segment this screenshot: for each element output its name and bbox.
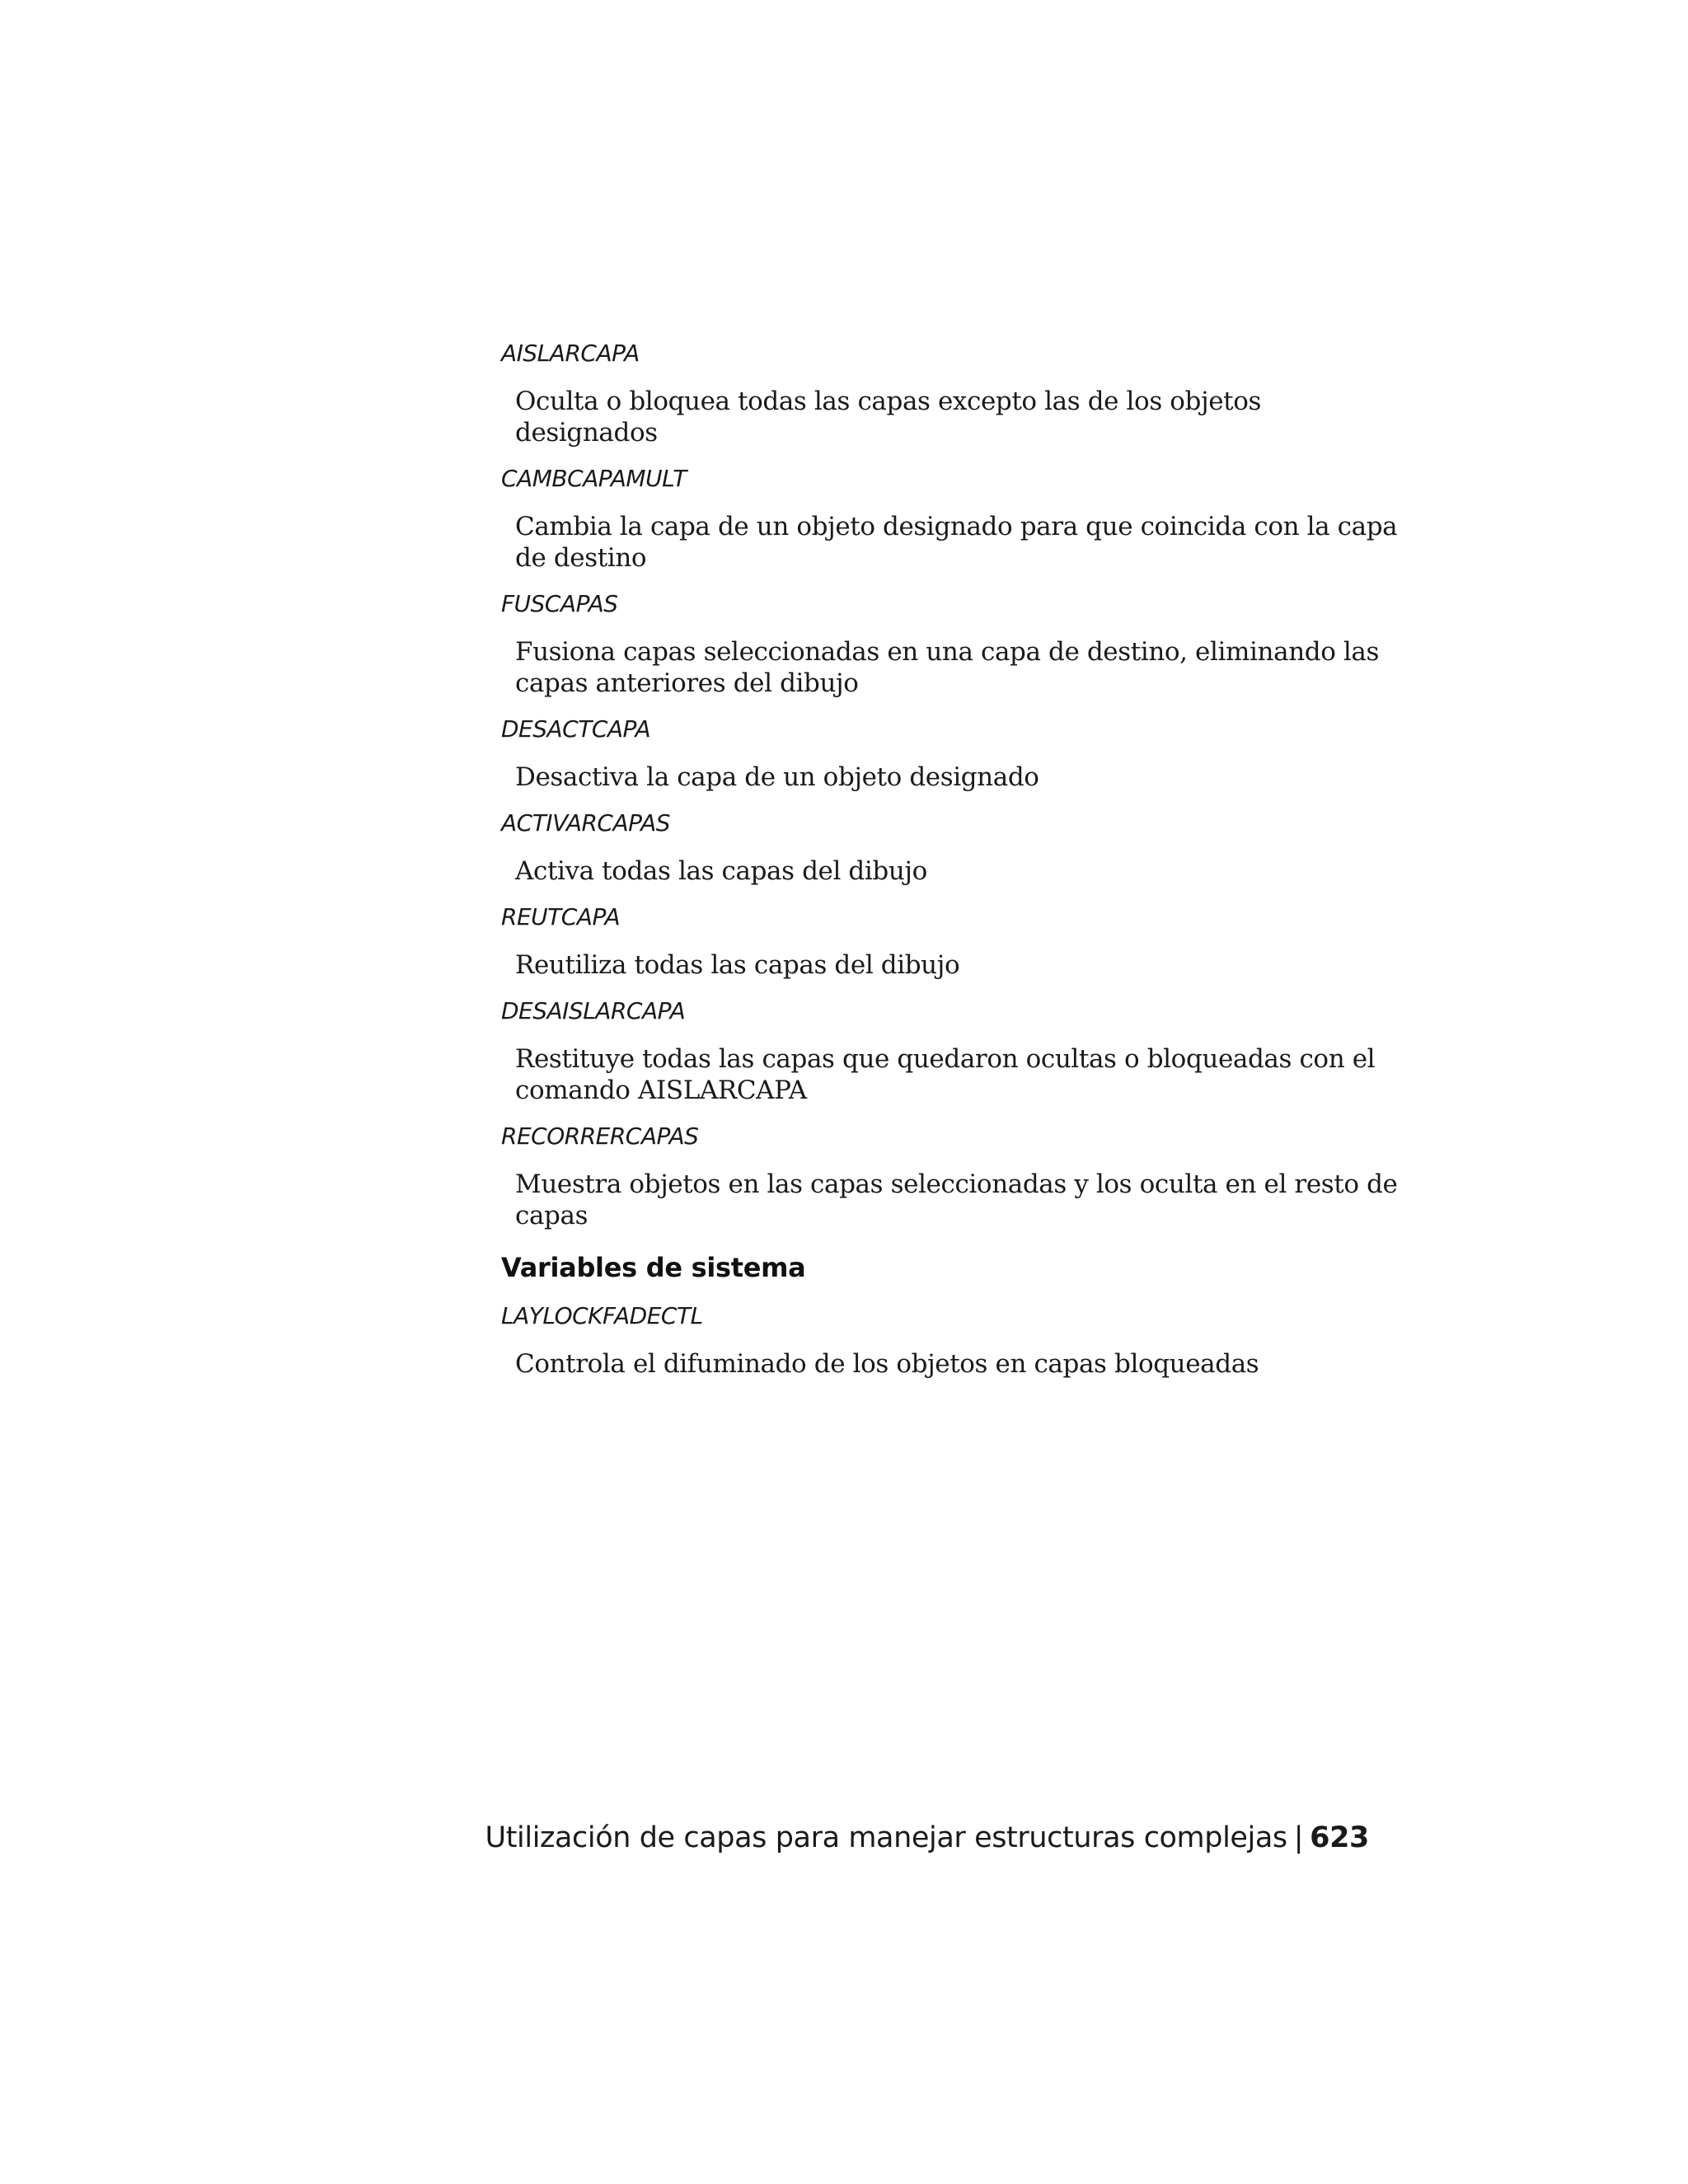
- command-name: RECORRERCAPAS: [501, 1122, 699, 1150]
- command-entry-reutcapa: [501, 903, 1408, 981]
- section-heading-system-variables: Variables de sistema: [501, 1252, 806, 1283]
- command-name: FUSCAPAS: [501, 590, 618, 617]
- system-variable-name: LAYLOCKFADECTL: [501, 1302, 703, 1329]
- system-variable-description: Controla el difuminado de los objetos en capas bloqueadas: [515, 1349, 1259, 1379]
- system-variable-entry-laylockfadectl: [501, 1302, 1408, 1380]
- command-name: ACTIVARCAPAS: [501, 809, 671, 837]
- command-entry-aislarcapa: [501, 340, 1408, 448]
- command-entry-desaislarcapa: [501, 997, 1408, 1106]
- command-description: Restituye todas las capas que quedaron ocultas o bloqueadas con el comando AISLARCAPA: [515, 1044, 1376, 1105]
- page-content: [501, 340, 1408, 1380]
- command-name: DESACTCAPA: [501, 715, 651, 743]
- footer-separator: |: [1293, 1821, 1304, 1854]
- command-description: Reutiliza todas las capas del dibujo: [515, 950, 960, 980]
- page-number: 623: [1310, 1821, 1369, 1854]
- command-description: Fusiona capas seleccionadas en una capa de destino, eliminando las capas anteriores del dibujo: [515, 637, 1380, 698]
- command-description: Activa todas las capas del dibujo: [515, 856, 927, 886]
- command-description: Oculta o bloquea todas las capas excepto las de los objetos designados: [515, 387, 1261, 448]
- command-entry-cambcapamult: [501, 465, 1408, 574]
- page-footer: [485, 1820, 1370, 1856]
- command-entry-desactcapa: [501, 715, 1408, 793]
- command-name: AISLARCAPA: [501, 340, 640, 367]
- command-description: Cambia la capa de un objeto designado para que coincida con la capa de destino: [515, 512, 1398, 573]
- command-description: Muestra objetos en las capas seleccionadas y los oculta en el resto de capas: [515, 1169, 1398, 1230]
- command-entry-fuscapas: [501, 590, 1408, 699]
- footer-chapter-title: Utilización de capas para manejar estructuras complejas: [485, 1821, 1287, 1854]
- command-entry-activarcapas: [501, 809, 1408, 887]
- command-name: CAMBCAPAMULT: [501, 465, 687, 492]
- command-name: REUTCAPA: [501, 903, 621, 930]
- command-name: DESAISLARCAPA: [501, 997, 686, 1024]
- command-description: Desactiva la capa de un objeto designado: [515, 762, 1039, 792]
- command-entry-recorrercapas: [501, 1122, 1408, 1231]
